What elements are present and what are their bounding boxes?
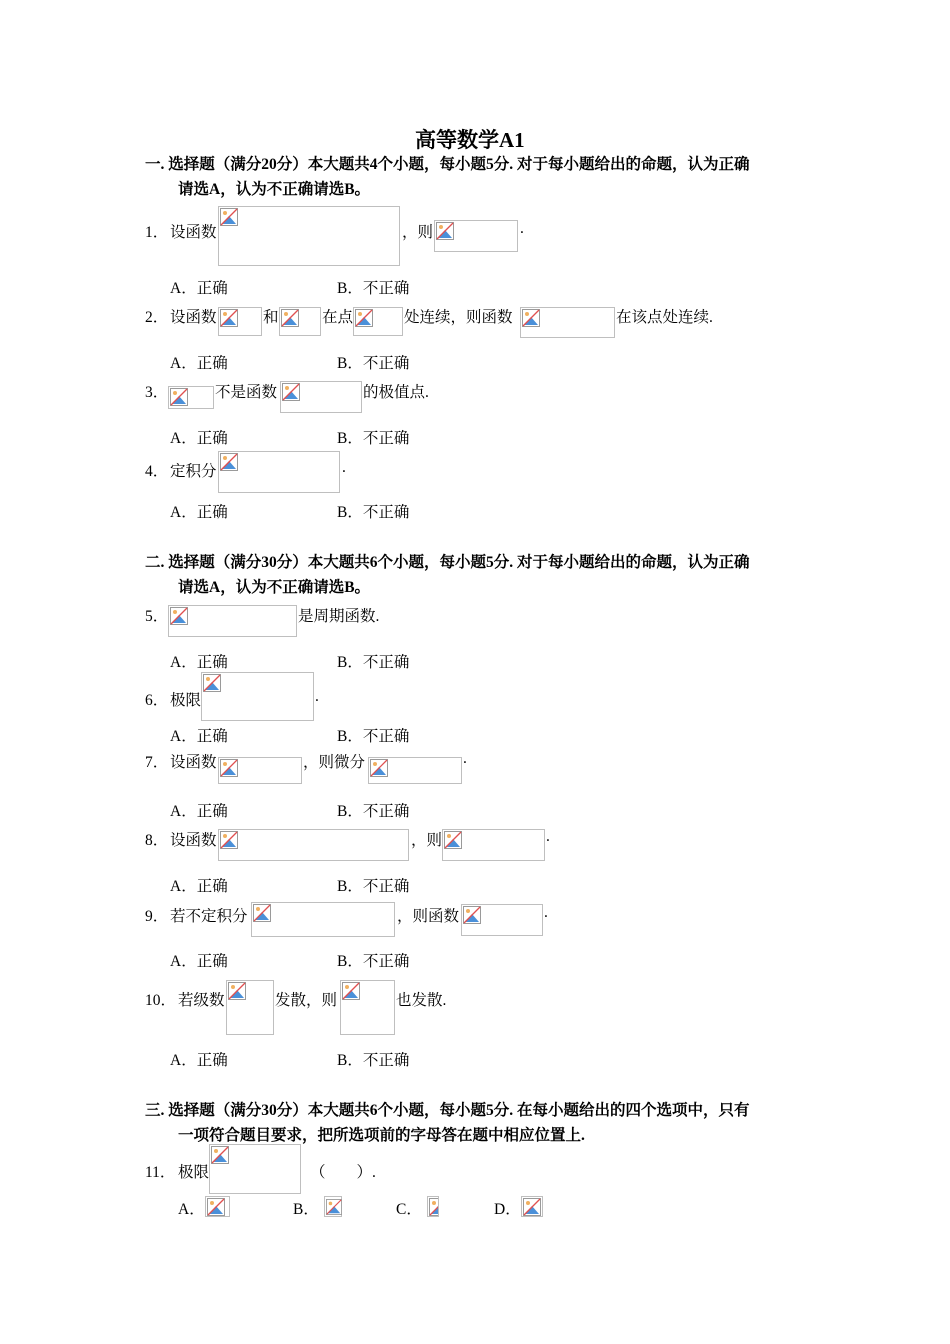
q2-text: 设函数 — [170, 309, 217, 326]
q6-end: . — [315, 688, 319, 705]
q11-answer-blank: （ ）. — [310, 1164, 376, 1181]
section-1-heading-cont: 请选A，认为不正确请选B。 — [178, 181, 371, 198]
broken-image-icon — [280, 381, 362, 413]
broken-image-icon — [226, 980, 274, 1035]
q2-option-b: B．不正确 — [337, 355, 410, 372]
q9-option-b: B．不正确 — [337, 953, 410, 970]
q9-number: 9． — [145, 908, 169, 925]
q11-option-d: D． — [494, 1201, 521, 1218]
q7-option-a: A．正确 — [170, 803, 228, 820]
q11-text: 极限 — [178, 1164, 210, 1181]
broken-image-icon — [218, 451, 340, 493]
q8-option-b: B．不正确 — [337, 878, 410, 895]
q8-option-a: A．正确 — [170, 878, 228, 895]
q6-option-a: A．正确 — [170, 728, 228, 745]
q3-option-a: A．正确 — [170, 430, 228, 447]
broken-image-icon — [218, 757, 302, 784]
broken-image-icon — [168, 605, 297, 637]
section-3-heading-cont: 一项符合题目要求，把所选项前的字母答在题中相应位置上. — [178, 1127, 585, 1144]
broken-image-icon — [427, 1196, 439, 1217]
q6-text: 极限 — [170, 692, 202, 709]
q4-end: . — [342, 459, 346, 476]
q2-number: 2． — [145, 309, 169, 326]
q10-option-a: A．正确 — [170, 1052, 228, 1069]
q1-number: 1． — [145, 224, 169, 241]
broken-image-icon — [218, 206, 400, 266]
section-1-heading: 一. 选择题（满分20分）本大题共4个小题，每小题5分. 对于每小题给出的命题，认为正确 — [145, 156, 750, 173]
q10-text-diverge: 发散，则 — [275, 992, 338, 1009]
broken-image-icon — [201, 672, 314, 721]
q9-text-function: ，则函数 — [397, 908, 460, 925]
broken-image-icon — [324, 1196, 342, 1217]
q8-text-then: ，则 — [411, 832, 443, 849]
broken-image-icon — [251, 902, 395, 937]
q10-option-b: B．不正确 — [337, 1052, 410, 1069]
q9-end: . — [544, 904, 548, 921]
q11-option-a: A． — [178, 1201, 205, 1218]
q11-option-b: B． — [293, 1201, 319, 1218]
q3-end: 的极值点. — [363, 384, 429, 401]
q5-number: 5． — [145, 608, 169, 625]
q1-option-b: B．不正确 — [337, 280, 410, 297]
q4-number: 4． — [145, 463, 169, 480]
q8-text: 设函数 — [170, 832, 217, 849]
section-2-heading-cont: 请选A，认为不正确请选B。 — [178, 579, 371, 596]
q7-text: 设函数 — [170, 754, 217, 771]
broken-image-icon — [520, 307, 615, 338]
section-3-heading: 三. 选择题（满分30分）本大题共6个小题，每小题5分. 在每小题给出的四个选项中，只有 — [145, 1102, 750, 1119]
q11-number: 11． — [145, 1164, 176, 1181]
q4-option-b: B．不正确 — [337, 504, 410, 521]
q7-number: 7． — [145, 754, 169, 771]
q2-option-a: A．正确 — [170, 355, 228, 372]
q9-text: 若不定积分 — [170, 908, 248, 925]
page-title: 高等数学A1 — [415, 128, 525, 152]
q8-number: 8． — [145, 832, 169, 849]
broken-image-icon — [434, 220, 518, 252]
q10-number: 10． — [145, 992, 177, 1009]
q1-end: . — [520, 220, 524, 237]
q3-number: 3． — [145, 384, 169, 401]
q6-number: 6． — [145, 692, 169, 709]
broken-image-icon — [218, 829, 409, 861]
q11-option-c: C． — [396, 1201, 422, 1218]
broken-image-icon — [521, 1196, 543, 1217]
broken-image-icon — [205, 1196, 230, 1217]
q4-option-a: A．正确 — [170, 504, 228, 521]
q6-option-b: B．不正确 — [337, 728, 410, 745]
q7-text-differential: ，则微分 — [303, 754, 366, 771]
broken-image-icon — [168, 386, 214, 409]
broken-image-icon — [461, 904, 543, 936]
q3-text: 不是函数 — [215, 384, 278, 401]
q7-end: . — [463, 750, 467, 767]
broken-image-icon — [279, 307, 321, 336]
q3-option-b: B．不正确 — [337, 430, 410, 447]
q2-text-and: 和 — [263, 309, 279, 326]
broken-image-icon — [340, 980, 395, 1035]
q1-option-a: A．正确 — [170, 280, 228, 297]
broken-image-icon — [218, 307, 262, 336]
q2-text-at-point: 在点 — [322, 309, 354, 326]
broken-image-icon — [442, 829, 545, 861]
q5-option-b: B．不正确 — [337, 654, 410, 671]
q5-option-a: A．正确 — [170, 654, 228, 671]
q2-text-continuous: 处连续，则函数 — [404, 309, 513, 326]
broken-image-icon — [353, 307, 403, 336]
q1-text-then: ，则 — [402, 224, 434, 241]
q8-end: . — [546, 828, 550, 845]
broken-image-icon — [368, 757, 462, 784]
broken-image-icon — [209, 1144, 301, 1194]
q2-end: 在该点处连续. — [616, 309, 713, 326]
q1-text: 设函数 — [170, 224, 217, 241]
section-2-heading: 二. 选择题（满分30分）本大题共6个小题，每小题5分. 对于每小题给出的命题，认为正确 — [145, 554, 750, 571]
q7-option-b: B．不正确 — [337, 803, 410, 820]
q9-option-a: A．正确 — [170, 953, 228, 970]
q5-text: 是周期函数. — [298, 608, 380, 625]
q4-text: 定积分 — [170, 463, 217, 480]
q10-end: 也发散. — [396, 992, 447, 1009]
q10-text: 若级数 — [178, 992, 225, 1009]
